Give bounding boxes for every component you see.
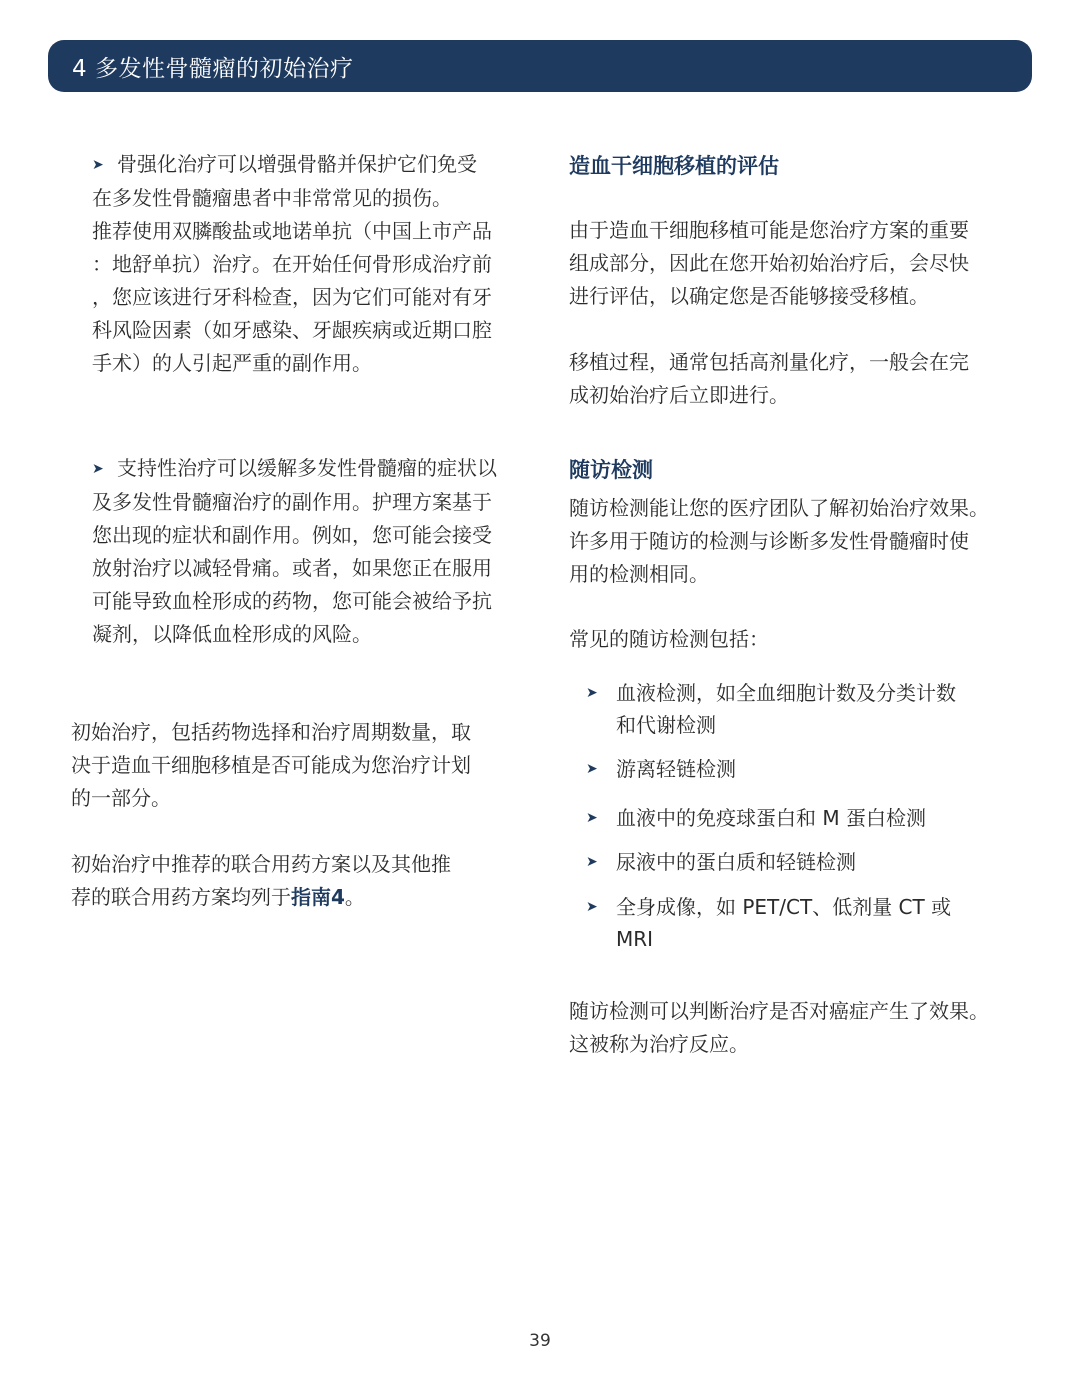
bullet-line: 手术）的人引起严重的副作用。 (92, 351, 372, 375)
bullet-line: 凝剂，以降低血栓形成的风险。 (92, 622, 372, 646)
text-line: 决于造血干细胞移植是否可能成为您治疗计划 (71, 753, 471, 777)
text-line: 许多用于随访的检测与诊断多发性骨髓瘤时使 (569, 529, 969, 553)
text-line: 随访检测能让您的医疗团队了解初始治疗效果。 (569, 496, 989, 520)
chapter-title: 4 多发性骨髓瘤的初始治疗 (72, 55, 354, 82)
bullet-line: 及多发性骨髓瘤治疗的副作用。护理方案基于 (92, 490, 492, 514)
text-line: 由于造血干细胞移植可能是您治疗方案的重要 (569, 218, 969, 242)
list-item: ➤ 游离轻链检测 (586, 753, 736, 785)
text-line: 移植过程，通常包括高剂量化疗，一般会在完 (569, 350, 969, 374)
chevron-right-icon: ➤ (586, 854, 598, 870)
page-number: 39 (529, 1331, 551, 1351)
text-line: 组成部分，因此在您开始初始治疗后，会尽快 (569, 251, 969, 275)
guideline-4-link[interactable]: 指南4 (291, 885, 345, 909)
guideline-reference-paragraph (71, 848, 451, 914)
bullet-line: ，您应该进行牙科检查，因为它们可能对有牙 (92, 285, 492, 309)
bullet-line: ➤ 骨强化治疗可以增强骨骼并保护它们免受 (92, 148, 492, 182)
bullet-line: 推荐使用双膦酸盐或地诺单抗（中国上市产品 (92, 219, 492, 243)
bullet-line: 放射治疗以减轻骨痛。或者，如果您正在服用 (92, 556, 492, 580)
text-line: 初始治疗，包括药物选择和治疗周期数量，取 (71, 720, 471, 744)
text-line: 荐的联合用药方案均列于指南4。 (71, 885, 365, 909)
transplant-paragraph-1 (569, 214, 969, 313)
chevron-right-icon: ➤ (586, 761, 598, 777)
bullet-line: 科风险因素（如牙感染、牙龈疾病或近期口腔 (92, 318, 492, 342)
chevron-right-icon: ➤ (92, 157, 104, 173)
bone-treatment-bullet (92, 148, 492, 380)
text-line: 随访检测可以判断治疗是否对癌症产生了效果。 (569, 999, 989, 1023)
list-item: ➤ 血液检测，如全血细胞计数及分类计数 和代谢检测 (586, 677, 956, 741)
bullet-line: ➤ 支持性治疗可以缓解多发性骨髓瘤的症状以 (92, 452, 497, 486)
text-line: 成初始治疗后立即进行。 (569, 383, 789, 407)
bullet-line: 可能导致血栓形成的药物，您可能会被给予抗 (92, 589, 492, 613)
list-item: ➤ 全身成像，如 PET/CT、低剂量 CT 或 MRI (586, 891, 951, 955)
chevron-right-icon: ➤ (586, 899, 598, 915)
text-line: 初始治疗中推荐的联合用药方案以及其他推 (71, 852, 451, 876)
follow-up-heading: 随访检测 (569, 458, 653, 482)
transplant-evaluation-heading: 造血干细胞移植的评估 (569, 154, 779, 178)
chevron-right-icon: ➤ (586, 685, 598, 701)
bullet-line: ：地舒单抗）治疗。在开始任何骨形成治疗前 (92, 252, 492, 276)
transplant-paragraph-2 (569, 346, 969, 412)
bullet-line: 在多发性骨髓瘤患者中非常常见的损伤。 (92, 186, 452, 210)
chevron-right-icon: ➤ (92, 461, 104, 477)
treatment-response-paragraph (569, 995, 989, 1061)
text-line: 用的检测相同。 (569, 562, 709, 586)
chapter-header (48, 40, 1032, 92)
chevron-right-icon: ➤ (586, 810, 598, 826)
text-line: 进行评估，以确定您是否能够接受移植。 (569, 284, 929, 308)
list-item: ➤ 尿液中的蛋白质和轻链检测 (586, 846, 856, 878)
text-line: 的一部分。 (71, 786, 171, 810)
list-item: ➤ 血液中的免疫球蛋白和 M 蛋白检测 (586, 802, 926, 834)
follow-up-intro: 常见的随访检测包括： (569, 627, 769, 651)
text-line: 这被称为治疗反应。 (569, 1032, 749, 1056)
initial-treatment-paragraph (71, 716, 471, 815)
bullet-line: 您出现的症状和副作用。例如，您可能会接受 (92, 523, 492, 547)
follow-up-paragraph (569, 492, 989, 591)
supportive-care-bullet (92, 452, 497, 651)
